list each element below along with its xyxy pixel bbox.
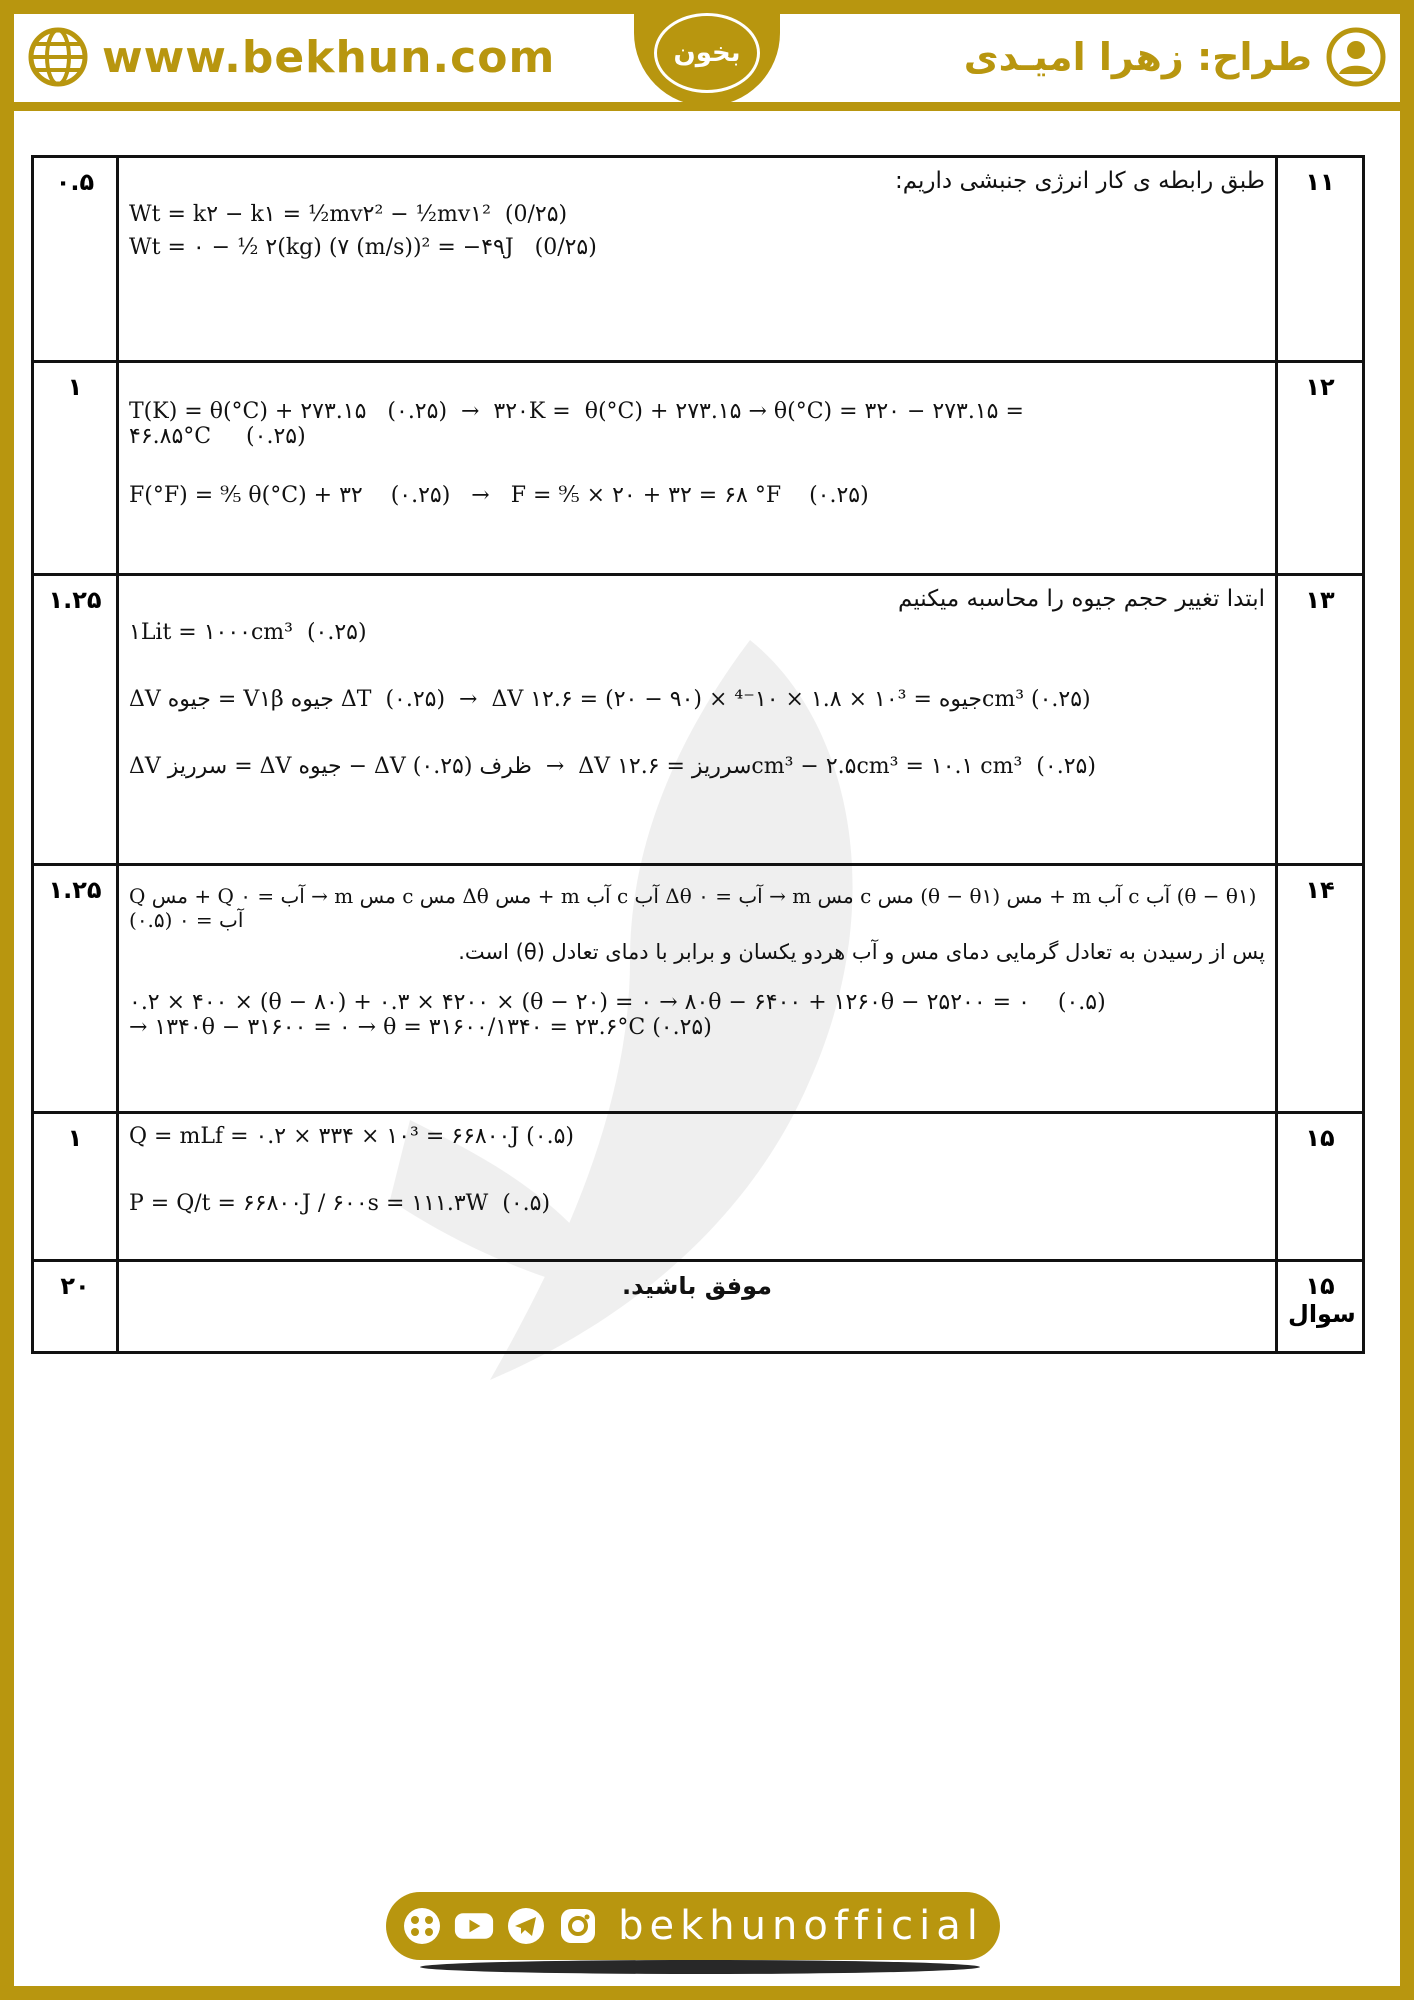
row-answer (118, 575, 1277, 865)
row-answer (118, 157, 1277, 362)
answer-line: ابتدا تغییر حجم جیوه را محاسبه میکنیم (898, 586, 1265, 612)
row-score: ۱.۲۵ (33, 865, 118, 1113)
answer-line: Q = mLf = ۰.۲ × ۳۳۴ × ۱۰³ = ۶۶۸۰۰J (۰.۵) (129, 1124, 574, 1149)
table-row (33, 157, 1364, 362)
designer-name: طراح: زهرا امیـدی (963, 35, 1312, 79)
question-number: ۱۲ (1277, 362, 1364, 575)
row-answer (118, 362, 1277, 575)
question-number: ۱۳ (1277, 575, 1364, 865)
answer-line: Wt = k۲ − k۱ = ½mv۲² − ½mv۱² (0/۲۵) (129, 202, 568, 227)
row-answer (118, 1113, 1277, 1261)
globe-icon (28, 27, 88, 87)
designer-credit (964, 22, 1386, 92)
row-score: ۱ (33, 1113, 118, 1261)
answer-line: پس از رسیدن به تعادل گرمایی دمای مس و آب هردو یکسان و برابر با دمای تعادل (θ) است. (458, 940, 1265, 964)
answer-line: Q مس + Q آب = ۰ → m مس c مس Δθ مس + m آب c آب Δθ آب = ۰ → m مس c مس (θ − θ۱) مس + m آب c آب (θ − θ۱) آب = ۰ (۰.۵) (129, 884, 1263, 932)
answer-line: ΔV جیوه = V۱β جیوه ΔT (۰.۲۵) → ΔV جیوه = ۱۰³ × ۱.۸ × ۱۰⁻⁴ × (۹۰ − ۲۰) = ۱۲.۶cm³ (۰.۲۵) (129, 687, 1091, 712)
answer-line: ΔV سرریز = ΔV جیوه − ΔV ظرف (۰.۲۵) → ΔV سرریز = ۱۲.۶cm³ − ۲.۵cm³ = ۱۰.۱ cm³ (۰.۲۵) (129, 754, 1096, 779)
footer-social-bar (386, 1892, 1000, 1960)
header-divider (14, 102, 1400, 111)
answer-line: Wt = ۰ − ½ ۲(kg) (۷ (m/s))² = −۴۹J (0/۲۵) (129, 235, 597, 260)
youtube-icon[interactable] (454, 1906, 494, 1946)
answer-table (31, 155, 1365, 1354)
table-row (33, 1261, 1364, 1353)
row-answer (118, 1261, 1277, 1353)
answer-line: ۰.۲ × ۴۰۰ × (θ − ۸۰) + ۰.۳ × ۴۲۰۰ × (θ − ۲۰) = ۰ → ۸۰θ − ۶۴۰۰ + ۱۲۶۰θ − ۲۵۲۰۰ = ۰ (۰.۵) (129, 990, 1106, 1015)
question-number: ۱۴ (1277, 865, 1364, 1113)
site-link[interactable] (28, 22, 555, 92)
answer-line: → ۱۳۴۰θ − ۳۱۶۰۰ = ۰ → θ = ۳۱۶۰۰/۱۳۴۰ = ۲۳.۶°C (۰.۲۵) (129, 1015, 712, 1040)
row-answer (118, 865, 1277, 1113)
row-score: ۰.۵ (33, 157, 118, 362)
question-count (1277, 1261, 1364, 1353)
answer-line: T(K) = θ(°C) + ۲۷۳.۱۵ (۰.۲۵) → ۳۲۰K = θ(°C) + ۲۷۳.۱۵ → θ(°C) = ۳۲۰ − ۲۷۳.۱۵ = (129, 399, 1024, 424)
table-row (33, 575, 1364, 865)
aparat-icon[interactable] (402, 1906, 442, 1946)
answer-line: طبق رابطه ی کار انرژی جنبشی داریم: (894, 168, 1265, 194)
table-row (33, 1113, 1364, 1261)
question-count-label: سوال (1288, 1300, 1356, 1328)
logo-text: بخون (654, 13, 760, 93)
user-icon (1326, 27, 1386, 87)
telegram-icon[interactable] (506, 1906, 546, 1946)
closing-message: موفق باشید. (621, 1272, 772, 1300)
table-row (33, 362, 1364, 575)
answer-line: ۴۶.۸۵°C (۰.۲۵) (129, 424, 306, 449)
instagram-icon[interactable] (558, 1906, 598, 1946)
total-score: ۲۰ (33, 1261, 118, 1353)
question-number: ۱۱ (1277, 157, 1364, 362)
answer-line: P = Q/t = ۶۶۸۰۰J / ۶۰۰s = ۱۱۱.۳W (۰.۵) (129, 1191, 551, 1216)
logo (634, 0, 780, 106)
social-handle[interactable]: bekhunofficial (618, 1903, 984, 1949)
answer-line: ۱Lit = ۱۰۰۰cm³ (۰.۲۵) (129, 620, 367, 645)
question-count-number: ۱۵ (1305, 1272, 1335, 1300)
header (14, 14, 1400, 98)
footer-shadow (420, 1960, 980, 1974)
answer-line: F(°F) = ⁹⁄₅ θ(°C) + ۳۲ (۰.۲۵) → F = ⁹⁄₅ × ۲۰ + ۳۲ = ۶۸ °F (۰.۲۵) (129, 483, 869, 508)
table-row (33, 865, 1364, 1113)
question-number: ۱۵ (1277, 1113, 1364, 1261)
row-score: ۱.۲۵ (33, 575, 118, 865)
row-score: ۱ (33, 362, 118, 575)
site-url[interactable]: www.bekhun.com (102, 31, 556, 83)
